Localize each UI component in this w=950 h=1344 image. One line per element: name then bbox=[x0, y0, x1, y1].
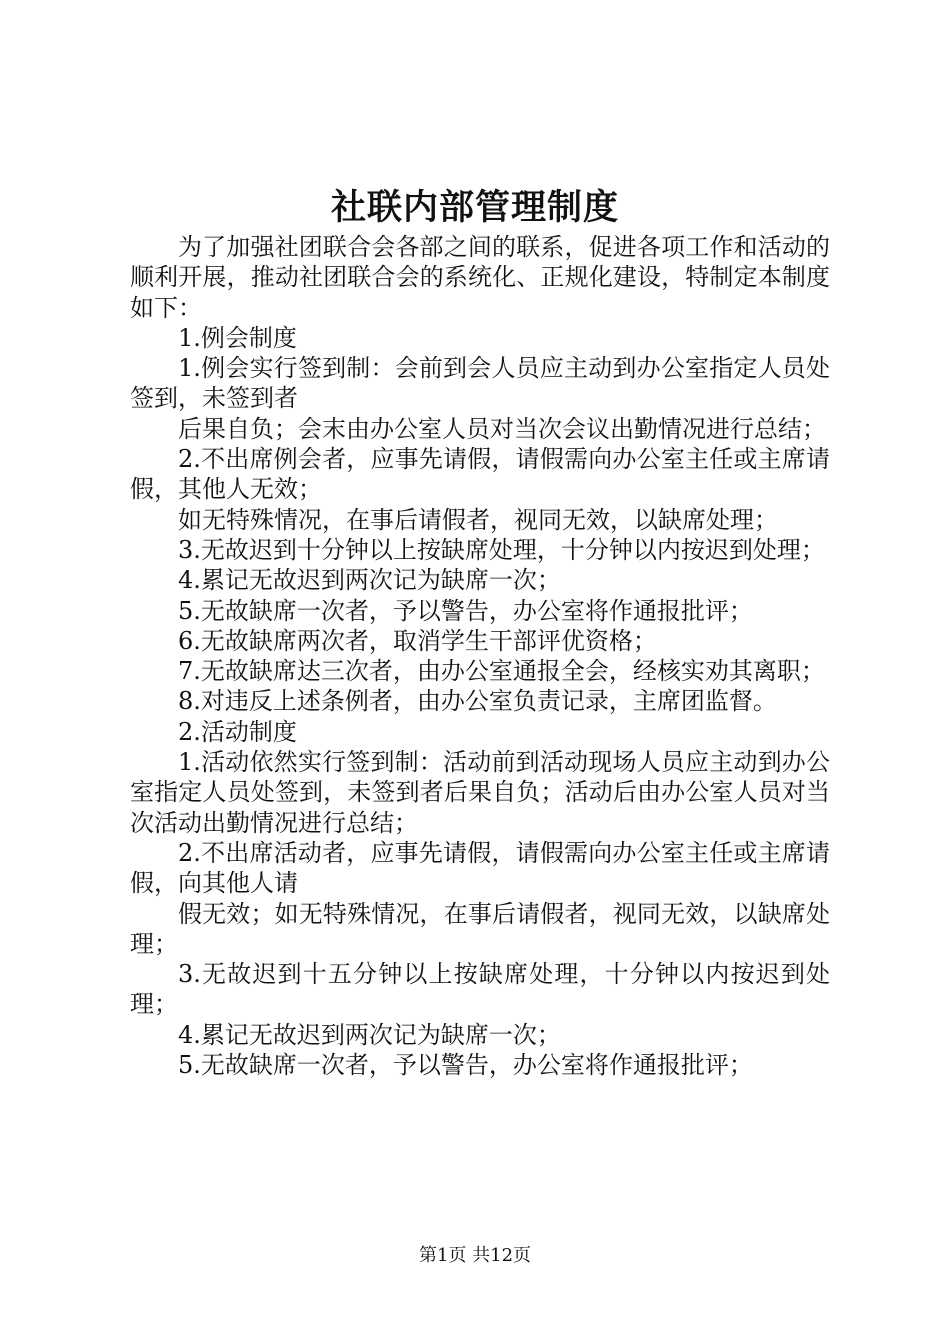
paragraph: 1.活动依然实行签到制：活动前到活动现场人员应主动到办公室指定人员处签到，未签到者后果自负；活动后由办公室人员对当次活动出勤情况进行总结； bbox=[130, 748, 830, 837]
paragraph: 4.累记无故迟到两次记为缺席一次； bbox=[178, 566, 561, 595]
paragraph: 2.不出席活动者，应事先请假，请假需向办公室主任或主席请假，向其他人请 bbox=[130, 838, 830, 898]
paragraph: 2.不出席例会者，应事先请假，请假需向办公室主任或主席请假，其他人无效； bbox=[130, 445, 830, 504]
paragraph: 假无效；如无特殊情况，在事后请假者，视同无效，以缺席处理； bbox=[130, 899, 830, 958]
document-title: 社联内部管理制度 bbox=[330, 187, 619, 228]
paragraph: 1.例会实行签到制：会前到会人员应主动到办公室指定人员处签到，未签到者 bbox=[130, 354, 830, 413]
paragraph: 如无特殊情况，在事后请假者，视同无效，以缺席处理； bbox=[178, 505, 778, 534]
paragraph: 为了加强社团联合会各部之间的联系，促进各项工作和活动的顺利开展，推动社团联合会的系统化、正规化建设，特制定本制度如下： bbox=[130, 233, 830, 322]
paragraph: 5.无故缺席一次者，予以警告，办公室将作通报批评； bbox=[178, 1051, 753, 1080]
paragraph: 8.对违反上述条例者，由办公室负责记录，主席团监督。 bbox=[178, 687, 777, 716]
section-heading-meeting: 1.例会制度 bbox=[178, 323, 297, 352]
section-heading-activity: 2.活动制度 bbox=[178, 717, 297, 746]
paragraph: 3.无故迟到十五分钟以上按缺席处理，十分钟以内按迟到处理； bbox=[130, 960, 830, 1019]
paragraph: 7.无故缺席达三次者，由办公室通报全会，经核实劝其离职； bbox=[178, 657, 825, 686]
paragraph: 6.无故缺席两次者，取消学生干部评优资格； bbox=[178, 626, 657, 655]
paragraph: 4.累记无故迟到两次记为缺席一次； bbox=[178, 1020, 561, 1049]
document-body bbox=[130, 232, 830, 1080]
paragraph: 后果自负；会末由办公室人员对当次会议出勤情况进行总结； bbox=[178, 414, 826, 443]
paragraph: 3.无故迟到十分钟以上按缺席处理，十分钟以内按迟到处理； bbox=[178, 535, 825, 564]
paragraph: 5.无故缺席一次者，予以警告，办公室将作通报批评； bbox=[178, 596, 753, 625]
page-number-footer: 第1页 共12页 bbox=[418, 1245, 532, 1266]
